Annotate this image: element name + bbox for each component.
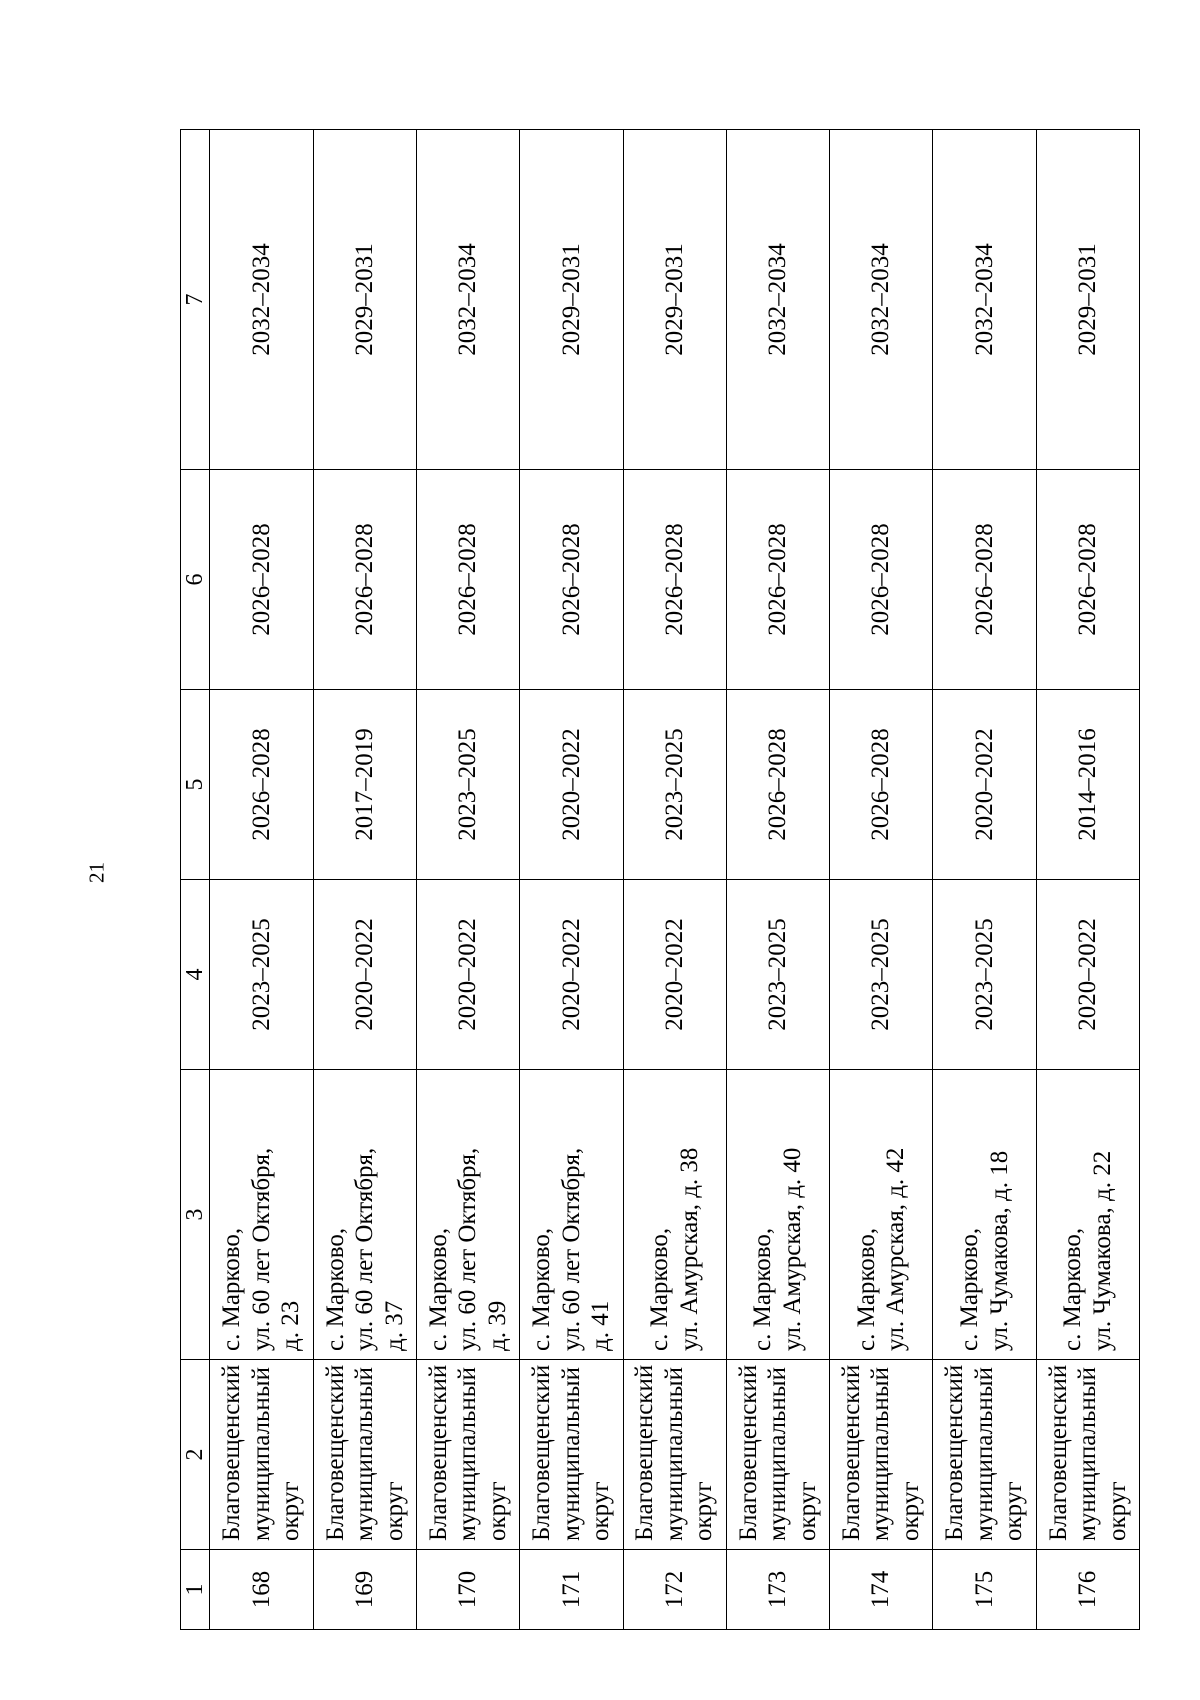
address-line: ул. 60 лет Октября, [247, 1147, 275, 1351]
table-row [726, 130, 829, 1630]
district-line: муниципальный [247, 1367, 275, 1541]
address-line: ул. 60 лет Октября, [351, 1147, 379, 1351]
period-cell-6: 2026–2028 [1036, 470, 1139, 690]
district-cell [830, 1360, 933, 1550]
district-line: округ [587, 1481, 615, 1541]
column-header-1: 1 [181, 1550, 210, 1630]
district-cell [623, 1360, 726, 1550]
district-line: Благовещенский [528, 1364, 556, 1541]
period-cell-6: 2026–2028 [623, 470, 726, 690]
address-line: с. Марково, [852, 1227, 880, 1351]
district-line: муниципальный [557, 1367, 585, 1541]
period-cell-5: 2026–2028 [830, 690, 933, 880]
period-cell-6: 2026–2028 [313, 470, 416, 690]
district-line: Благовещенский [734, 1364, 762, 1541]
period-cell-4: 2020–2022 [520, 880, 623, 1070]
address-cell [416, 1070, 519, 1360]
schedule-table [180, 129, 1140, 1630]
period-cell-6: 2026–2028 [520, 470, 623, 690]
period-cell-7: 2029–2031 [1036, 130, 1139, 470]
district-cell [726, 1360, 829, 1550]
address-cell [933, 1070, 1036, 1360]
address-line: с. Марково, [424, 1227, 452, 1351]
address-line: с. Марково, [528, 1227, 556, 1351]
district-line: муниципальный [351, 1367, 379, 1541]
period-cell-4: 2020–2022 [416, 880, 519, 1070]
period-cell-6: 2026–2028 [726, 470, 829, 690]
row-number-cell: 173 [726, 1550, 829, 1630]
period-cell-7: 2029–2031 [623, 130, 726, 470]
address-cell [520, 1070, 623, 1360]
period-cell-5: 2026–2028 [726, 690, 829, 880]
row-number-cell: 176 [1036, 1550, 1139, 1630]
address-line: ул. 60 лет Октября, [454, 1147, 482, 1351]
row-number-cell: 169 [313, 1550, 416, 1630]
address-line: с. Марково, [321, 1227, 349, 1351]
column-header-7: 7 [181, 130, 210, 470]
address-line: д. 37 [380, 1300, 408, 1351]
table-row [416, 130, 519, 1630]
address-line: с. Марково, [646, 1227, 674, 1351]
district-line: муниципальный [454, 1367, 482, 1541]
address-line: ул. Чумакова, д. 18 [985, 1150, 1013, 1351]
address-line: ул. 60 лет Октября, [557, 1147, 585, 1351]
district-line: округ [483, 1481, 511, 1541]
table-row [830, 130, 933, 1630]
district-cell [1036, 1360, 1139, 1550]
district-line: Благовещенский [941, 1364, 969, 1541]
district-line: округ [1103, 1481, 1131, 1541]
column-number-row [181, 130, 210, 1630]
district-line: муниципальный [660, 1367, 688, 1541]
district-line: округ [896, 1481, 924, 1541]
district-line: муниципальный [1074, 1367, 1102, 1541]
district-cell [933, 1360, 1036, 1550]
district-cell [416, 1360, 519, 1550]
address-cell [623, 1070, 726, 1360]
column-header-2: 2 [181, 1360, 210, 1550]
address-cell [726, 1070, 829, 1360]
table-row [520, 130, 623, 1630]
row-number-cell: 174 [830, 1550, 933, 1630]
column-header-5: 5 [181, 690, 210, 880]
period-cell-6: 2026–2028 [416, 470, 519, 690]
period-cell-4: 2023–2025 [933, 880, 1036, 1070]
table-container [180, 130, 1140, 1630]
address-line: ул. Амурская, д. 38 [675, 1147, 703, 1351]
table-row [1036, 130, 1139, 1630]
period-cell-5: 2020–2022 [933, 690, 1036, 880]
address-line: с. Марково, [1059, 1227, 1087, 1351]
district-cell [313, 1360, 416, 1550]
district-line: Благовещенский [837, 1364, 865, 1541]
address-cell [1036, 1070, 1139, 1360]
address-line: д. 23 [277, 1300, 305, 1351]
period-cell-5: 2020–2022 [520, 690, 623, 880]
district-line: Благовещенский [424, 1364, 452, 1541]
address-cell [830, 1070, 933, 1360]
table-row [933, 130, 1036, 1630]
row-number-cell: 171 [520, 1550, 623, 1630]
period-cell-4: 2020–2022 [313, 880, 416, 1070]
row-number-cell: 170 [416, 1550, 519, 1630]
district-line: Благовещенский [218, 1364, 246, 1541]
district-cell [210, 1360, 313, 1550]
period-cell-5: 2014–2016 [1036, 690, 1139, 880]
district-line: округ [277, 1481, 305, 1541]
district-line: округ [1000, 1481, 1028, 1541]
period-cell-4: 2023–2025 [726, 880, 829, 1070]
period-cell-7: 2032–2034 [933, 130, 1036, 470]
period-cell-4: 2020–2022 [623, 880, 726, 1070]
district-line: округ [793, 1481, 821, 1541]
district-cell [520, 1360, 623, 1550]
period-cell-7: 2029–2031 [313, 130, 416, 470]
period-cell-7: 2029–2031 [520, 130, 623, 470]
table-row [210, 130, 313, 1630]
address-line: ул. Чумакова, д. 22 [1088, 1150, 1116, 1351]
table-row [313, 130, 416, 1630]
column-header-6: 6 [181, 470, 210, 690]
period-cell-5: 2017–2019 [313, 690, 416, 880]
district-line: округ [380, 1481, 408, 1541]
period-cell-7: 2032–2034 [830, 130, 933, 470]
address-line: ул. Амурская, д. 40 [778, 1147, 806, 1351]
period-cell-5: 2023–2025 [416, 690, 519, 880]
row-number-cell: 175 [933, 1550, 1036, 1630]
period-cell-4: 2020–2022 [1036, 880, 1139, 1070]
district-line: муниципальный [764, 1367, 792, 1541]
address-line: д. 39 [483, 1300, 511, 1351]
address-line: ул. Амурская, д. 42 [882, 1147, 910, 1351]
district-line: Благовещенский [631, 1364, 659, 1541]
address-cell [313, 1070, 416, 1360]
column-header-4: 4 [181, 880, 210, 1070]
district-line: муниципальный [867, 1367, 895, 1541]
period-cell-6: 2026–2028 [830, 470, 933, 690]
address-line: с. Марково, [218, 1227, 246, 1351]
period-cell-4: 2023–2025 [830, 880, 933, 1070]
period-cell-7: 2032–2034 [210, 130, 313, 470]
address-line: с. Марково, [749, 1227, 777, 1351]
period-cell-7: 2032–2034 [726, 130, 829, 470]
table-row [623, 130, 726, 1630]
district-line: муниципальный [970, 1367, 998, 1541]
district-line: Благовещенский [1044, 1364, 1072, 1541]
column-header-3: 3 [181, 1070, 210, 1360]
row-number-cell: 172 [623, 1550, 726, 1630]
period-cell-6: 2026–2028 [933, 470, 1036, 690]
period-cell-5: 2026–2028 [210, 690, 313, 880]
period-cell-7: 2032–2034 [416, 130, 519, 470]
period-cell-5: 2023–2025 [623, 690, 726, 880]
address-line: д. 41 [587, 1300, 615, 1351]
address-cell [210, 1070, 313, 1360]
address-line: с. Марково, [956, 1227, 983, 1351]
page-number: 21 [84, 862, 109, 883]
row-number-cell: 168 [210, 1550, 313, 1630]
district-line: округ [690, 1481, 718, 1541]
period-cell-6: 2026–2028 [210, 470, 313, 690]
district-line: Благовещенский [321, 1364, 349, 1541]
period-cell-4: 2023–2025 [210, 880, 313, 1070]
